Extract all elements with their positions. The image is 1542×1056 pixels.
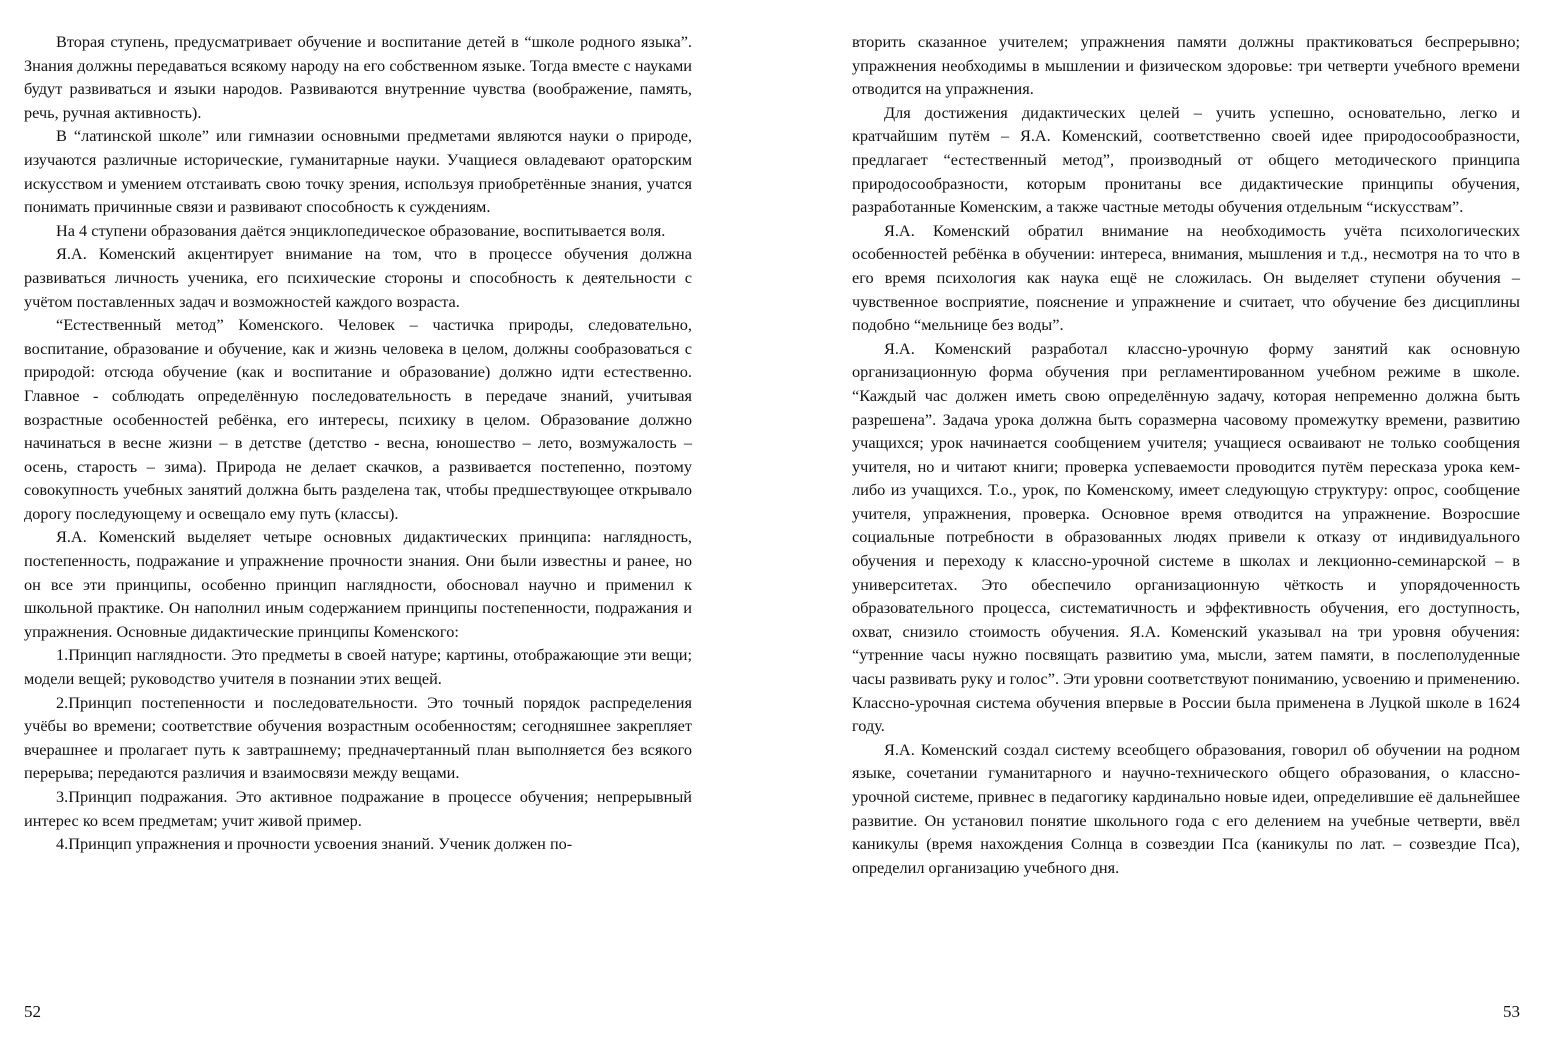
paragraph: Я.А. Коменский создал систему всеобщего образования, говорил об обучении на родном языке, сочетании гуманитарного и научно-технического общего образования, о классно-урочной системе, привнес в педагогику кардинально новые идеи, определившие её дальнейшее развитие. Он установил понятие школьного года с его делением на учебные четверти, ввёл каникулы (время нахождения Солнца в созвездии Пса (каникулы по лат. – созвездие Пса), определил организацию учебного дня.	[852, 739, 1520, 877]
paragraph: Я.А. Коменский акцентирует внимание на том, что в процессе обучения должна развиваться личность ученика, его психические стороны и способность к деятельности с учётом поставленных задач и возможностей каждого возраста.	[24, 244, 692, 311]
paragraph: Для достижения дидактических целей – учить успешно, основательно, легко и кратчайшим путём – Я.А. Коменский, соответственно своей идее природосообразности, предлагает “естественный метод”, производный от общего методического принципа природосообразности, которым пронитаны все дидактические принципы обучения, разработанные Коменским, а также частные методы обучения отдельным “искусствам”.	[852, 102, 1520, 217]
paragraph: В “латинской школе” или гимназии основными предметами являются науки о природе, изучаются различные исторические, гуманитарные науки. Учащиеся овладевают ораторским искусством и умением отстаивать свою точку зрения, используя приобретённые знания, учатся понимать причинные связи и развивают способность к суждениям.	[24, 126, 692, 217]
paragraph: Я.А. Коменский разработал классно-урочную форму занятий как основную организационную форма обучения при регламентированном учебном режиме в школе. “Каждый час должен иметь свою определённую задачу, которая непременно должна быть разрешена”. Задача урока должна быть соразмерна часовому промежутку времени, развитию учащихся; урок начинается сообщением учителя; учащиеся осваивают не только сообщения учителя, но и читают книги; проверка успеваемости проводится путём пересказа урока кем-либо из учащихся. Т.о., урок, по Коменскому, имеет следующую структуру: опрос, сообщение учителя, упражнения, проверка. Основное время отводится на упражнение. Возросшие социальные потребности в образованных людях привели к отказу от индивидуального обучения и переходу к классно-урочной системе в школах и лекционно-семинарской – в университетах. Это обеспечило организационную чёткость и упорядоченность образовательного процесса, систематичность и эффективность обучения, его доступность, охват, снизило стоимость обучения. Я.А. Коменский указывал на три уровня обучения: “утренние часы нужно посвящать развитию ума, мысли, затем памяти, в послеполуденные часы развивать руку и голос”. Эти уровни соответствуют пониманию, усвоению и применению. Классно-урочная система обучения впервые в России была применена в Луцкой школе в 1624 году.	[852, 338, 1520, 736]
paragraph: 3.Принцип подражания. Это активное подражание в процессе обучения; непрерывный интерес ко всем предметам; учит живой пример.	[24, 787, 692, 830]
paragraph: вторить сказанное учителем; упражнения памяти должны практиковаться беспрерывно; упражнения необходимы в мышлении и физическом здоровье: три четверти учебного времени отводится на упражнения.	[852, 32, 1520, 99]
paragraph: Вторая ступень, предусматривает обучение и воспитание детей в “школе родного языка”. Знания должны передаваться всякому народу на его собственном языке. Тогда вместе с науками будут развиваться и языки народов. Развиваются внутренние чувства (воображение, память, речь, ручная активность).	[24, 32, 692, 122]
page-number-right: 53	[1503, 1002, 1520, 1021]
left-page-text	[24, 30, 692, 856]
paragraph: Я.А. Коменский обратил внимание на необходимость учёта психологических особенностей ребёнка в обучении: интереса, внимания, мышления и т.д., несмотря на то что в его время психология как наука ещё не сложилась. Он выделяет ступени обучения – чувственное восприятие, пояснение и упражнение и считает, что обучение без дисциплины подобно “мельнице без воды”.	[852, 220, 1520, 335]
paragraph: 1.Принцип наглядности. Это предметы в своей натуре; картины, отображающие эти вещи; модели вещей; руководство учителя в познании этих вещей.	[24, 645, 692, 689]
paragraph: На 4 ступени образования даётся энциклопедическое образование, воспитывается воля.	[56, 220, 666, 240]
paragraph: “Естественный метод” Коменского. Человек – частичка природы, следовательно, воспитание, образование и обучение, как и жизнь человека в целом, должны сообразоваться с природой: отсюда обучение (как и воспитание и образование) должно идти естественно. Главное - соблюдать определённую последовательность в передаче знаний, учитывая возрастные особенностей ребёнка, его интересы, психику в целом. Образование должно начинаться в весне жизни – в детстве (детство - весна, юношество – лето, возмужалость – осень, старость – зима). Природа не делает скачков, а развивается постепенно, поэтому совокупность учебных занятий должна быть разделена так, чтобы предшествующее открывало дорогу последующему и освещало ему путь (классы).	[24, 315, 692, 523]
paragraph: Я.А. Коменский выделяет четыре основных дидактических принципа: наглядность, постепенность, подражание и упражнение прочности знания. Они были известны и ранее, но он все эти принципы, особенно принцип наглядности, обосновал научно и применил к школьной практике. Он наполнил иным содержанием принципы постепенности, подражания и упражнения. Основные дидактические принципы Коменского:	[24, 527, 692, 641]
page-number-left: 52	[24, 1002, 41, 1021]
right-page-text	[852, 30, 1520, 879]
paragraph: 4.Принцип упражнения и прочности усвоения знаний. Ученик должен по-	[56, 834, 573, 854]
paragraph: 2.Принцип постепенности и последовательности. Это точный порядок распределения учёбы во времени; соответствие обучения возрастным особенностям; сегодняшнее закрепляет вчерашнее и пролагает путь к завтрашнему; предначертанный план выполняется без всякого перерыва; передаются различия и взаимосвязи между вещами.	[24, 692, 692, 783]
